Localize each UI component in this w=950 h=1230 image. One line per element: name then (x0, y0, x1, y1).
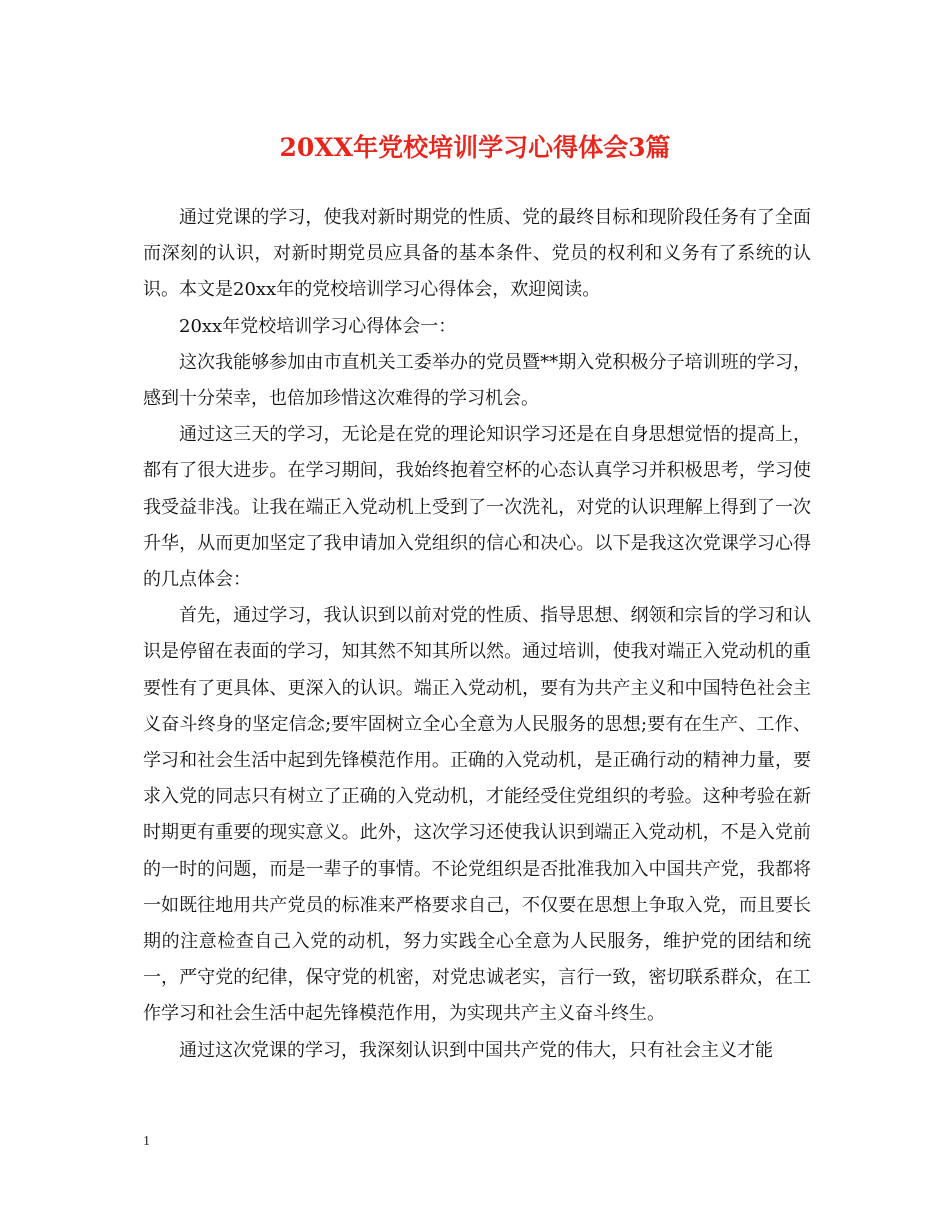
paragraph-section-heading: 20xx年党校培训学习心得体会一： (179, 315, 457, 337)
paragraph-continuation: 通过这次党课的学习，我深刻认识到中国共产党的伟大，只有社会主义才能 (179, 1039, 773, 1061)
page-number: 1 (143, 1134, 150, 1149)
paragraph-three-days-study: 通过这三天的学习，无论是在党的理论知识学习还是在自身思想觉悟的提高上，都有了很大进步。在学习期间，我始终抱着空杯的心态认真学习并积极思考，学习使我受益非浅。让我在端正入党动机上受到了一次洗礼，对党的认识理解上得到了一次升华，从而更加坚定了我申请加入党组织的信心和决心。以下是我这次党课学习心得的几点体会： (143, 424, 811, 591)
paragraph-intro: 通过党课的学习，使我对新时期党的性质、党的最终目标和现阶段任务有了全面而深刻的认识，对新时期党员应具备的基本条件、党员的权利和义务有了系统的认识。本文是20xx年的党校培训学习心得体会，欢迎阅读。 (143, 207, 811, 301)
document-body (143, 200, 811, 1069)
paragraph-first-point: 首先，通过学习，我认识到以前对党的性质、指导思想、纲领和宗旨的学习和认识是停留在表面的学习，知其然不知其所以然。通过培训，使我对端正入党动机的重要性有了更具体、更深入的认识。端正入党动机，要有为共产主义和中国特色社会主义奋斗终身的坚定信念;要牢固树立全心全意为人民服务的思想;要有在生产、工作、学习和社会生活中起到先锋模范作用。正确的入党动机，是正确行动的精神力量，要求入党的同志只有树立了正确的入党动机，才能经受住党组织的考验。这种考验在新时期更有重要的现实意义。此外，这次学习还使我认识到端正入党动机，不是入党前的一时的问题，而是一辈子的事情。不论党组织是否批准我加入中国共产党，我都将一如既往地用共产党员的标准来严格要求自己，不仅要在思想上争取入党，而且要长期的注意检查自己入党的动机，努力实践全心全意为人民服务，维护党的团结和统一，严守党的纪律，保守党的机密，对党忠诚老实，言行一致，密切联系群众，在工作学习和社会生活中起先锋模范作用，为实现共产主义奋斗终生。 (143, 605, 811, 1025)
paragraph-training-opportunity: 这次我能够参加由市直机关工委举办的党员暨**期入党积极分子培训班的学习，感到十分荣幸，也倍加珍惜这次难得的学习机会。 (143, 351, 811, 410)
document-title: 20XX年党校培训学习心得体会3篇 (279, 133, 671, 162)
